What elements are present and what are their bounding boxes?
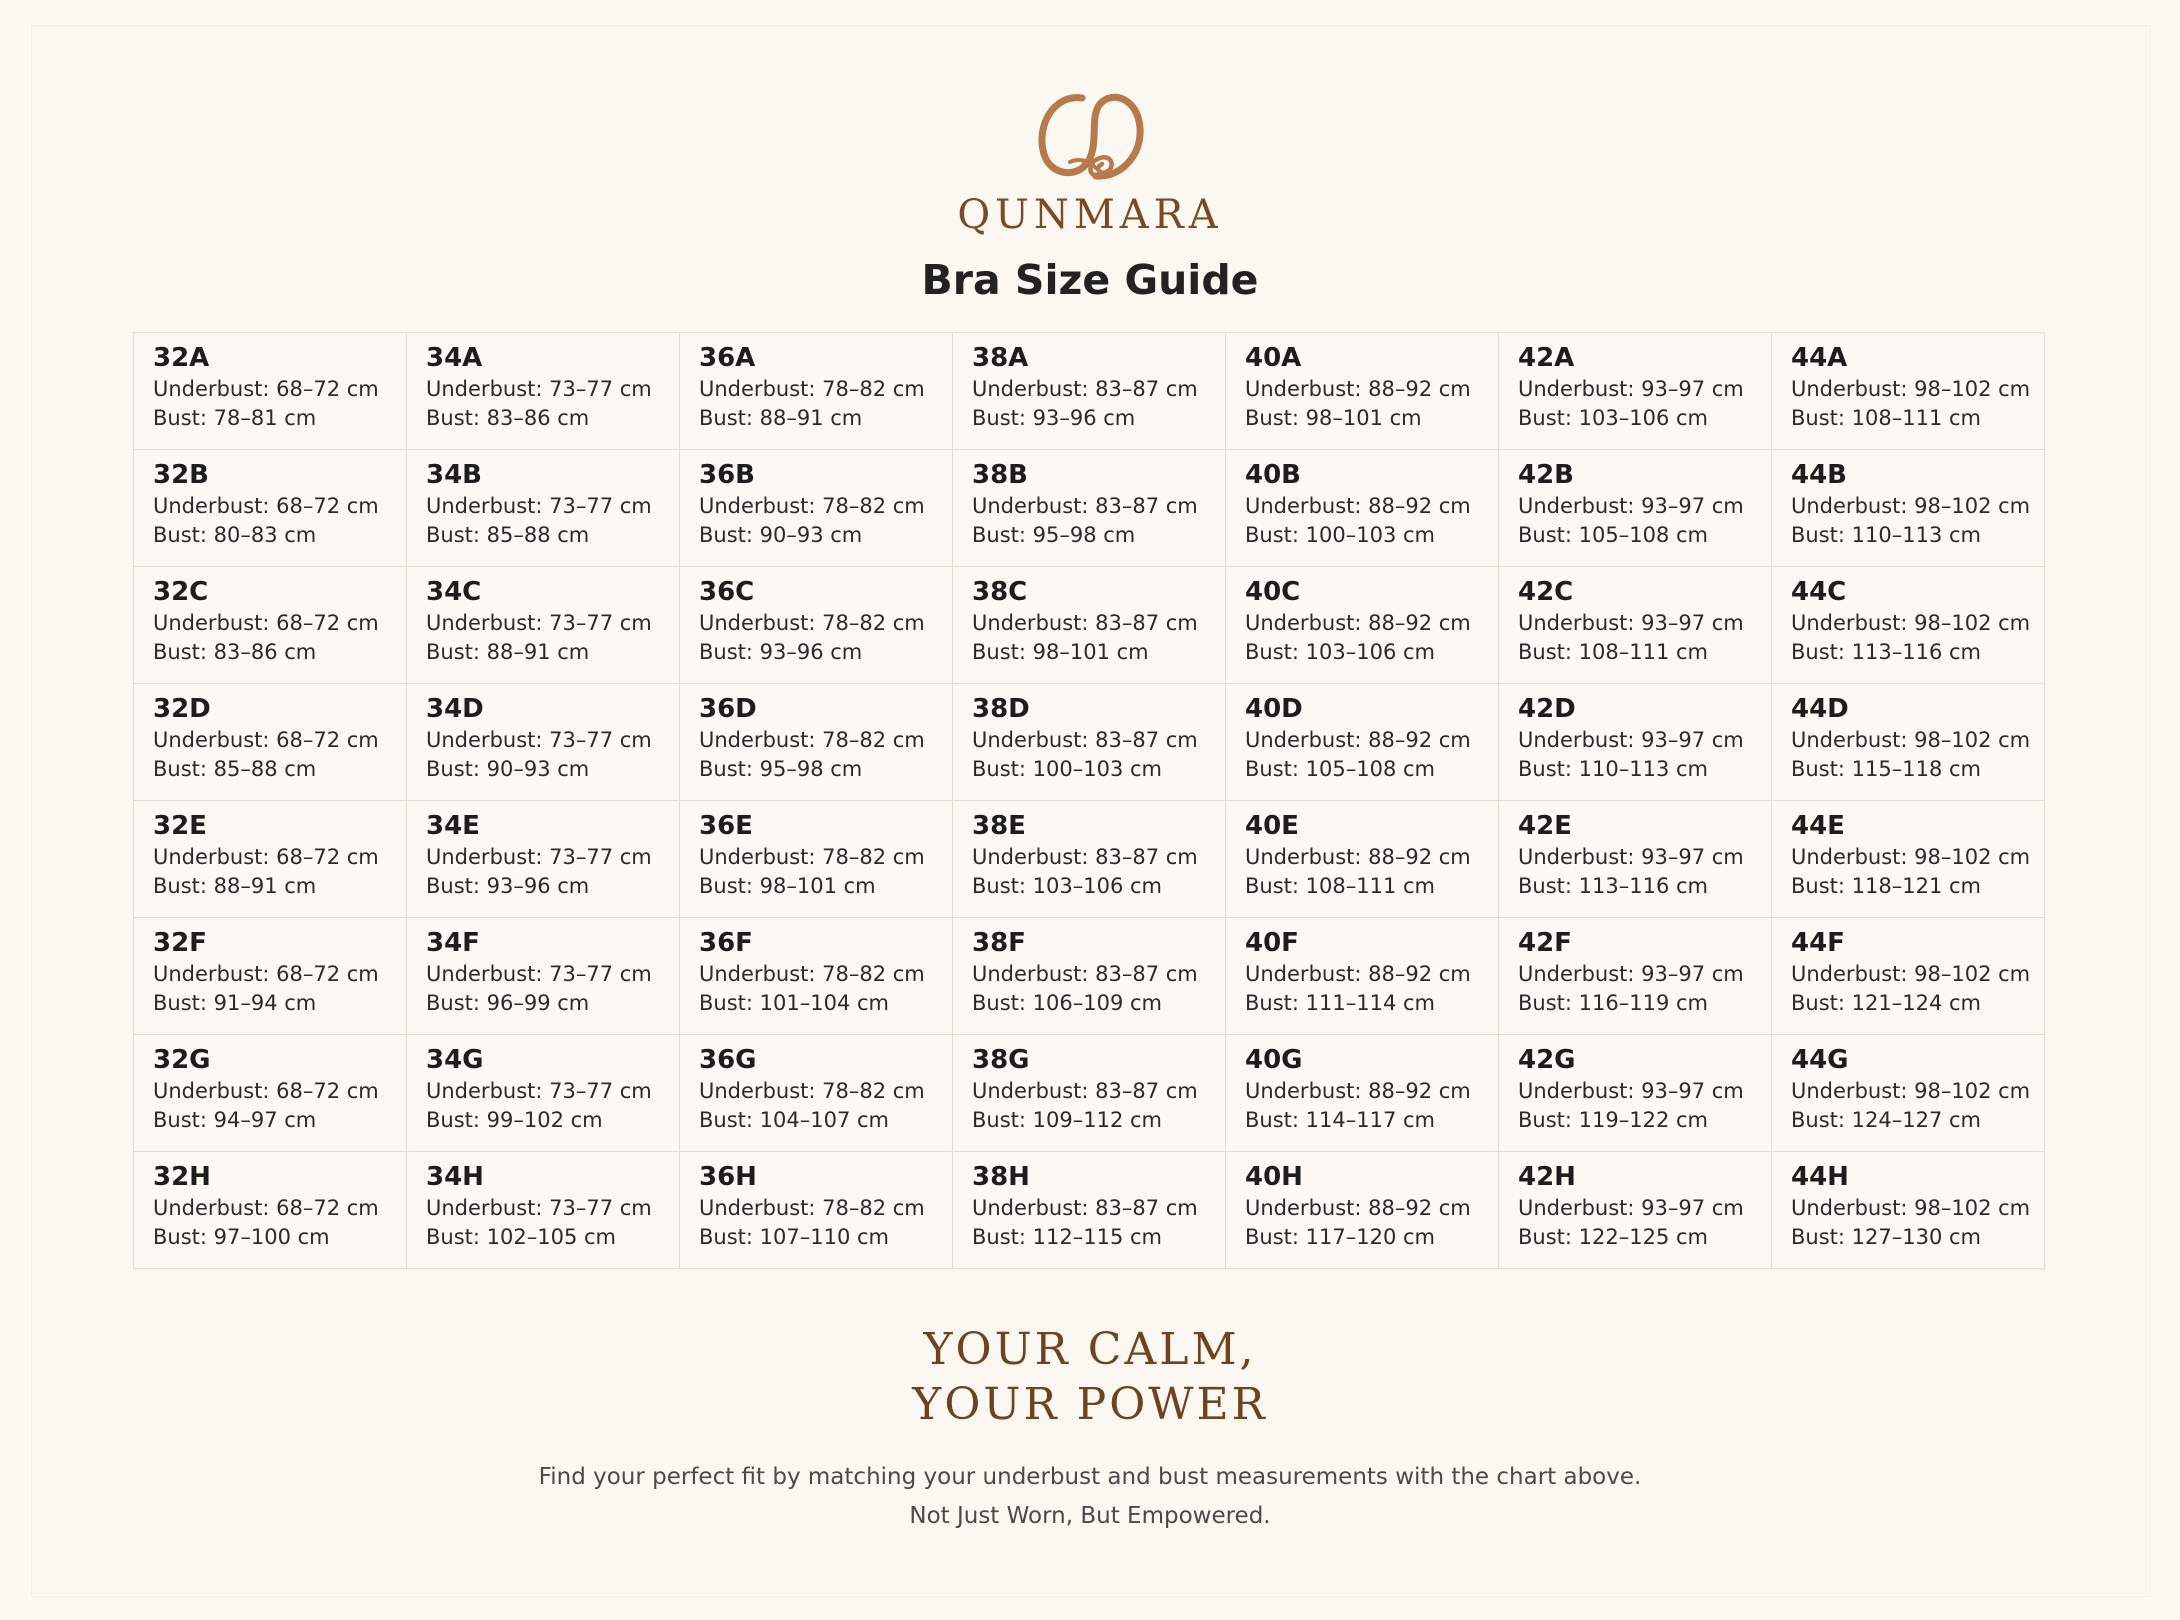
bust-measurement: Bust: 118–121 cm bbox=[1791, 874, 1981, 898]
size-cell-44B bbox=[1772, 450, 2045, 567]
size-cell-36D bbox=[680, 684, 953, 801]
size-label: 42A bbox=[1518, 343, 1575, 373]
bust-measurement: Bust: 96–99 cm bbox=[426, 991, 590, 1015]
bust-measurement: Bust: 98–101 cm bbox=[699, 874, 876, 898]
size-label: 32G bbox=[153, 1045, 211, 1075]
underbust-measurement: Underbust: 93–97 cm bbox=[1518, 845, 1744, 869]
size-label: 40H bbox=[1245, 1162, 1303, 1192]
underbust-measurement: Underbust: 83–87 cm bbox=[972, 494, 1198, 518]
size-label: 36F bbox=[699, 928, 753, 958]
underbust-measurement: Underbust: 78–82 cm bbox=[699, 728, 925, 752]
underbust-measurement: Underbust: 98–102 cm bbox=[1791, 962, 2031, 986]
size-cell-42E bbox=[1499, 801, 1772, 918]
size-label: 44H bbox=[1791, 1162, 1849, 1192]
size-label: 42C bbox=[1518, 577, 1574, 607]
underbust-measurement: Underbust: 98–102 cm bbox=[1791, 1079, 2031, 1103]
size-label: 34D bbox=[426, 694, 484, 724]
size-cell-44G bbox=[1772, 1035, 2045, 1152]
underbust-measurement: Underbust: 88–92 cm bbox=[1245, 962, 1471, 986]
bust-measurement: Bust: 108–111 cm bbox=[1518, 640, 1708, 664]
underbust-measurement: Underbust: 83–87 cm bbox=[972, 962, 1198, 986]
underbust-measurement: Underbust: 93–97 cm bbox=[1518, 377, 1744, 401]
tagline bbox=[0, 1322, 2180, 1432]
bust-measurement: Bust: 116–119 cm bbox=[1518, 991, 1708, 1015]
size-cell-38C bbox=[953, 567, 1226, 684]
size-label: 40F bbox=[1245, 928, 1299, 958]
size-cell-36C bbox=[680, 567, 953, 684]
underbust-measurement: Underbust: 78–82 cm bbox=[699, 845, 925, 869]
size-label: 42E bbox=[1518, 811, 1572, 841]
size-label: 36H bbox=[699, 1162, 757, 1192]
size-cell-36F bbox=[680, 918, 953, 1035]
bust-measurement: Bust: 97–100 cm bbox=[153, 1225, 330, 1249]
bust-measurement: Bust: 107–110 cm bbox=[699, 1225, 889, 1249]
underbust-measurement: Underbust: 73–77 cm bbox=[426, 845, 652, 869]
underbust-measurement: Underbust: 73–77 cm bbox=[426, 377, 652, 401]
size-cell-40A bbox=[1226, 333, 1499, 450]
size-cell-32F bbox=[134, 918, 407, 1035]
size-cell-34E bbox=[407, 801, 680, 918]
size-cell-36G bbox=[680, 1035, 953, 1152]
bust-measurement: Bust: 117–120 cm bbox=[1245, 1225, 1435, 1249]
underbust-measurement: Underbust: 73–77 cm bbox=[426, 962, 652, 986]
size-cell-44H bbox=[1772, 1152, 2045, 1269]
underbust-measurement: Underbust: 78–82 cm bbox=[699, 377, 925, 401]
bust-measurement: Bust: 108–111 cm bbox=[1245, 874, 1435, 898]
size-cell-34F bbox=[407, 918, 680, 1035]
bust-measurement: Bust: 103–106 cm bbox=[1245, 640, 1435, 664]
size-cell-42A bbox=[1499, 333, 1772, 450]
size-cell-36B bbox=[680, 450, 953, 567]
size-label: 42F bbox=[1518, 928, 1572, 958]
bust-measurement: Bust: 110–113 cm bbox=[1791, 523, 1981, 547]
underbust-measurement: Underbust: 93–97 cm bbox=[1518, 1079, 1744, 1103]
bust-measurement: Bust: 127–130 cm bbox=[1791, 1225, 1981, 1249]
size-cell-44F bbox=[1772, 918, 2045, 1035]
size-label: 38A bbox=[972, 343, 1029, 373]
size-cell-38H bbox=[953, 1152, 1226, 1269]
underbust-measurement: Underbust: 93–97 cm bbox=[1518, 611, 1744, 635]
size-cell-32A bbox=[134, 333, 407, 450]
size-cell-34A bbox=[407, 333, 680, 450]
underbust-measurement: Underbust: 98–102 cm bbox=[1791, 611, 2031, 635]
bust-measurement: Bust: 99–102 cm bbox=[426, 1108, 603, 1132]
bust-measurement: Bust: 90–93 cm bbox=[699, 523, 863, 547]
underbust-measurement: Underbust: 68–72 cm bbox=[153, 494, 379, 518]
size-label: 44F bbox=[1791, 928, 1845, 958]
size-cell-40B bbox=[1226, 450, 1499, 567]
instruction-text: Find your perfect fit by matching your underbust and bust measurements with the chart above. bbox=[538, 1464, 1642, 1490]
size-label: 44D bbox=[1791, 694, 1849, 724]
size-label: 36G bbox=[699, 1045, 757, 1075]
size-cell-36A bbox=[680, 333, 953, 450]
tagline-line-1: YOUR CALM, bbox=[923, 1324, 1257, 1375]
bust-measurement: Bust: 113–116 cm bbox=[1791, 640, 1981, 664]
size-label: 44G bbox=[1791, 1045, 1849, 1075]
size-label: 42B bbox=[1518, 460, 1574, 490]
size-label: 38D bbox=[972, 694, 1030, 724]
size-label: 32E bbox=[153, 811, 207, 841]
tagline-line-2: YOUR POWER bbox=[912, 1379, 1268, 1430]
brand-name: QUNMARA bbox=[957, 192, 1223, 238]
size-label: 36B bbox=[699, 460, 755, 490]
size-cell-34D bbox=[407, 684, 680, 801]
size-label: 34C bbox=[426, 577, 482, 607]
bust-measurement: Bust: 91–94 cm bbox=[153, 991, 317, 1015]
size-label: 32H bbox=[153, 1162, 211, 1192]
size-label: 38C bbox=[972, 577, 1028, 607]
bust-measurement: Bust: 85–88 cm bbox=[153, 757, 317, 781]
underbust-measurement: Underbust: 98–102 cm bbox=[1791, 845, 2031, 869]
underbust-measurement: Underbust: 98–102 cm bbox=[1791, 728, 2031, 752]
size-cell-42F bbox=[1499, 918, 1772, 1035]
size-label: 34H bbox=[426, 1162, 484, 1192]
underbust-measurement: Underbust: 68–72 cm bbox=[153, 1079, 379, 1103]
underbust-measurement: Underbust: 98–102 cm bbox=[1791, 377, 2031, 401]
underbust-measurement: Underbust: 83–87 cm bbox=[972, 1196, 1198, 1220]
underbust-measurement: Underbust: 78–82 cm bbox=[699, 962, 925, 986]
slogan-text: Not Just Worn, But Empowered. bbox=[909, 1503, 1271, 1529]
size-cell-42C bbox=[1499, 567, 1772, 684]
bust-measurement: Bust: 98–101 cm bbox=[972, 640, 1149, 664]
underbust-measurement: Underbust: 83–87 cm bbox=[972, 728, 1198, 752]
size-label: 32A bbox=[153, 343, 210, 373]
bust-measurement: Bust: 83–86 cm bbox=[153, 640, 317, 664]
underbust-measurement: Underbust: 68–72 cm bbox=[153, 1196, 379, 1220]
bust-measurement: Bust: 103–106 cm bbox=[972, 874, 1162, 898]
bust-measurement: Bust: 94–97 cm bbox=[153, 1108, 317, 1132]
size-label: 34E bbox=[426, 811, 480, 841]
size-label: 40A bbox=[1245, 343, 1302, 373]
bust-measurement: Bust: 106–109 cm bbox=[972, 991, 1162, 1015]
size-label: 42D bbox=[1518, 694, 1576, 724]
underbust-measurement: Underbust: 93–97 cm bbox=[1518, 728, 1744, 752]
underbust-measurement: Underbust: 68–72 cm bbox=[153, 611, 379, 635]
underbust-measurement: Underbust: 88–92 cm bbox=[1245, 845, 1471, 869]
size-cell-34C bbox=[407, 567, 680, 684]
underbust-measurement: Underbust: 93–97 cm bbox=[1518, 1196, 1744, 1220]
bust-measurement: Bust: 78–81 cm bbox=[153, 406, 317, 430]
size-label: 38E bbox=[972, 811, 1026, 841]
underbust-measurement: Underbust: 78–82 cm bbox=[699, 1079, 925, 1103]
size-cell-34H bbox=[407, 1152, 680, 1269]
size-label: 32C bbox=[153, 577, 209, 607]
size-label: 38B bbox=[972, 460, 1028, 490]
underbust-measurement: Underbust: 88–92 cm bbox=[1245, 1196, 1471, 1220]
bust-measurement: Bust: 105–108 cm bbox=[1518, 523, 1708, 547]
underbust-measurement: Underbust: 68–72 cm bbox=[153, 728, 379, 752]
underbust-measurement: Underbust: 73–77 cm bbox=[426, 1196, 652, 1220]
size-cell-40C bbox=[1226, 567, 1499, 684]
bust-measurement: Bust: 102–105 cm bbox=[426, 1225, 616, 1249]
size-cell-40G bbox=[1226, 1035, 1499, 1152]
bust-measurement: Bust: 112–115 cm bbox=[972, 1225, 1162, 1249]
underbust-measurement: Underbust: 93–97 cm bbox=[1518, 962, 1744, 986]
size-cell-44A bbox=[1772, 333, 2045, 450]
underbust-measurement: Underbust: 83–87 cm bbox=[972, 377, 1198, 401]
size-cell-44C bbox=[1772, 567, 2045, 684]
bust-measurement: Bust: 121–124 cm bbox=[1791, 991, 1981, 1015]
bust-measurement: Bust: 109–112 cm bbox=[972, 1108, 1162, 1132]
size-label: 38H bbox=[972, 1162, 1030, 1192]
bust-measurement: Bust: 95–98 cm bbox=[699, 757, 863, 781]
underbust-measurement: Underbust: 88–92 cm bbox=[1245, 611, 1471, 635]
size-label: 38G bbox=[972, 1045, 1030, 1075]
size-label: 34A bbox=[426, 343, 483, 373]
underbust-measurement: Underbust: 73–77 cm bbox=[426, 728, 652, 752]
size-cell-32C bbox=[134, 567, 407, 684]
size-label: 44B bbox=[1791, 460, 1847, 490]
size-cell-32B bbox=[134, 450, 407, 567]
underbust-measurement: Underbust: 88–92 cm bbox=[1245, 1079, 1471, 1103]
size-label: 38F bbox=[972, 928, 1026, 958]
size-label: 32F bbox=[153, 928, 207, 958]
bust-measurement: Bust: 98–101 cm bbox=[1245, 406, 1422, 430]
qunmara-logo-icon bbox=[1030, 88, 1148, 184]
underbust-measurement: Underbust: 73–77 cm bbox=[426, 611, 652, 635]
size-label: 40G bbox=[1245, 1045, 1303, 1075]
bust-measurement: Bust: 100–103 cm bbox=[1245, 523, 1435, 547]
bust-measurement: Bust: 101–104 cm bbox=[699, 991, 889, 1015]
bust-measurement: Bust: 104–107 cm bbox=[699, 1108, 889, 1132]
size-label: 42G bbox=[1518, 1045, 1576, 1075]
bust-measurement: Bust: 100–103 cm bbox=[972, 757, 1162, 781]
size-label: 40B bbox=[1245, 460, 1301, 490]
underbust-measurement: Underbust: 88–92 cm bbox=[1245, 377, 1471, 401]
bust-measurement: Bust: 90–93 cm bbox=[426, 757, 590, 781]
underbust-measurement: Underbust: 98–102 cm bbox=[1791, 1196, 2031, 1220]
size-label: 40D bbox=[1245, 694, 1303, 724]
size-label: 44A bbox=[1791, 343, 1848, 373]
underbust-measurement: Underbust: 98–102 cm bbox=[1791, 494, 2031, 518]
size-cell-40E bbox=[1226, 801, 1499, 918]
underbust-measurement: Underbust: 78–82 cm bbox=[699, 611, 925, 635]
size-cell-38E bbox=[953, 801, 1226, 918]
bust-measurement: Bust: 110–113 cm bbox=[1518, 757, 1708, 781]
size-label: 32D bbox=[153, 694, 211, 724]
underbust-measurement: Underbust: 73–77 cm bbox=[426, 1079, 652, 1103]
size-cell-32E bbox=[134, 801, 407, 918]
underbust-measurement: Underbust: 78–82 cm bbox=[699, 1196, 925, 1220]
size-cell-34B bbox=[407, 450, 680, 567]
size-cell-32D bbox=[134, 684, 407, 801]
size-cell-44E bbox=[1772, 801, 2045, 918]
size-cell-44D bbox=[1772, 684, 2045, 801]
size-cell-40F bbox=[1226, 918, 1499, 1035]
underbust-measurement: Underbust: 68–72 cm bbox=[153, 845, 379, 869]
bust-measurement: Bust: 83–86 cm bbox=[426, 406, 590, 430]
underbust-measurement: Underbust: 68–72 cm bbox=[153, 377, 379, 401]
size-cell-40H bbox=[1226, 1152, 1499, 1269]
size-label: 32B bbox=[153, 460, 209, 490]
bust-measurement: Bust: 103–106 cm bbox=[1518, 406, 1708, 430]
size-cell-36H bbox=[680, 1152, 953, 1269]
size-cell-34G bbox=[407, 1035, 680, 1152]
size-label: 34B bbox=[426, 460, 482, 490]
size-cell-32G bbox=[134, 1035, 407, 1152]
size-label: 34G bbox=[426, 1045, 484, 1075]
size-cell-32H bbox=[134, 1152, 407, 1269]
size-label: 40C bbox=[1245, 577, 1301, 607]
bust-measurement: Bust: 113–116 cm bbox=[1518, 874, 1708, 898]
bust-measurement: Bust: 88–91 cm bbox=[426, 640, 590, 664]
size-cell-38F bbox=[953, 918, 1226, 1035]
bust-measurement: Bust: 108–111 cm bbox=[1791, 406, 1981, 430]
bust-measurement: Bust: 80–83 cm bbox=[153, 523, 317, 547]
underbust-measurement: Underbust: 68–72 cm bbox=[153, 962, 379, 986]
size-cell-42D bbox=[1499, 684, 1772, 801]
size-cell-42B bbox=[1499, 450, 1772, 567]
underbust-measurement: Underbust: 93–97 cm bbox=[1518, 494, 1744, 518]
underbust-measurement: Underbust: 78–82 cm bbox=[699, 494, 925, 518]
bust-measurement: Bust: 95–98 cm bbox=[972, 523, 1136, 547]
bust-measurement: Bust: 114–117 cm bbox=[1245, 1108, 1435, 1132]
size-label: 44C bbox=[1791, 577, 1847, 607]
size-cell-40D bbox=[1226, 684, 1499, 801]
size-label: 36C bbox=[699, 577, 755, 607]
bust-measurement: Bust: 85–88 cm bbox=[426, 523, 590, 547]
underbust-measurement: Underbust: 83–87 cm bbox=[972, 611, 1198, 635]
size-label: 42H bbox=[1518, 1162, 1576, 1192]
underbust-measurement: Underbust: 88–92 cm bbox=[1245, 728, 1471, 752]
bust-measurement: Bust: 122–125 cm bbox=[1518, 1225, 1708, 1249]
bust-measurement: Bust: 88–91 cm bbox=[699, 406, 863, 430]
size-label: 36D bbox=[699, 694, 757, 724]
size-label: 36E bbox=[699, 811, 753, 841]
bust-measurement: Bust: 93–96 cm bbox=[972, 406, 1136, 430]
size-cell-38G bbox=[953, 1035, 1226, 1152]
size-label: 44E bbox=[1791, 811, 1845, 841]
size-label: 40E bbox=[1245, 811, 1299, 841]
bust-measurement: Bust: 88–91 cm bbox=[153, 874, 317, 898]
page-title: Bra Size Guide bbox=[921, 256, 1259, 304]
underbust-measurement: Underbust: 83–87 cm bbox=[972, 845, 1198, 869]
bust-measurement: Bust: 115–118 cm bbox=[1791, 757, 1981, 781]
bust-measurement: Bust: 119–122 cm bbox=[1518, 1108, 1708, 1132]
size-cell-38A bbox=[953, 333, 1226, 450]
bust-measurement: Bust: 105–108 cm bbox=[1245, 757, 1435, 781]
size-cell-42H bbox=[1499, 1152, 1772, 1269]
underbust-measurement: Underbust: 88–92 cm bbox=[1245, 494, 1471, 518]
size-cell-38B bbox=[953, 450, 1226, 567]
size-cell-36E bbox=[680, 801, 953, 918]
size-cell-38D bbox=[953, 684, 1226, 801]
size-label: 34F bbox=[426, 928, 480, 958]
bust-measurement: Bust: 93–96 cm bbox=[699, 640, 863, 664]
underbust-measurement: Underbust: 83–87 cm bbox=[972, 1079, 1198, 1103]
bust-measurement: Bust: 111–114 cm bbox=[1245, 991, 1435, 1015]
size-cell-42G bbox=[1499, 1035, 1772, 1152]
bust-measurement: Bust: 124–127 cm bbox=[1791, 1108, 1981, 1132]
bust-measurement: Bust: 93–96 cm bbox=[426, 874, 590, 898]
size-label: 36A bbox=[699, 343, 756, 373]
size-chart-table bbox=[133, 332, 2045, 1269]
underbust-measurement: Underbust: 73–77 cm bbox=[426, 494, 652, 518]
